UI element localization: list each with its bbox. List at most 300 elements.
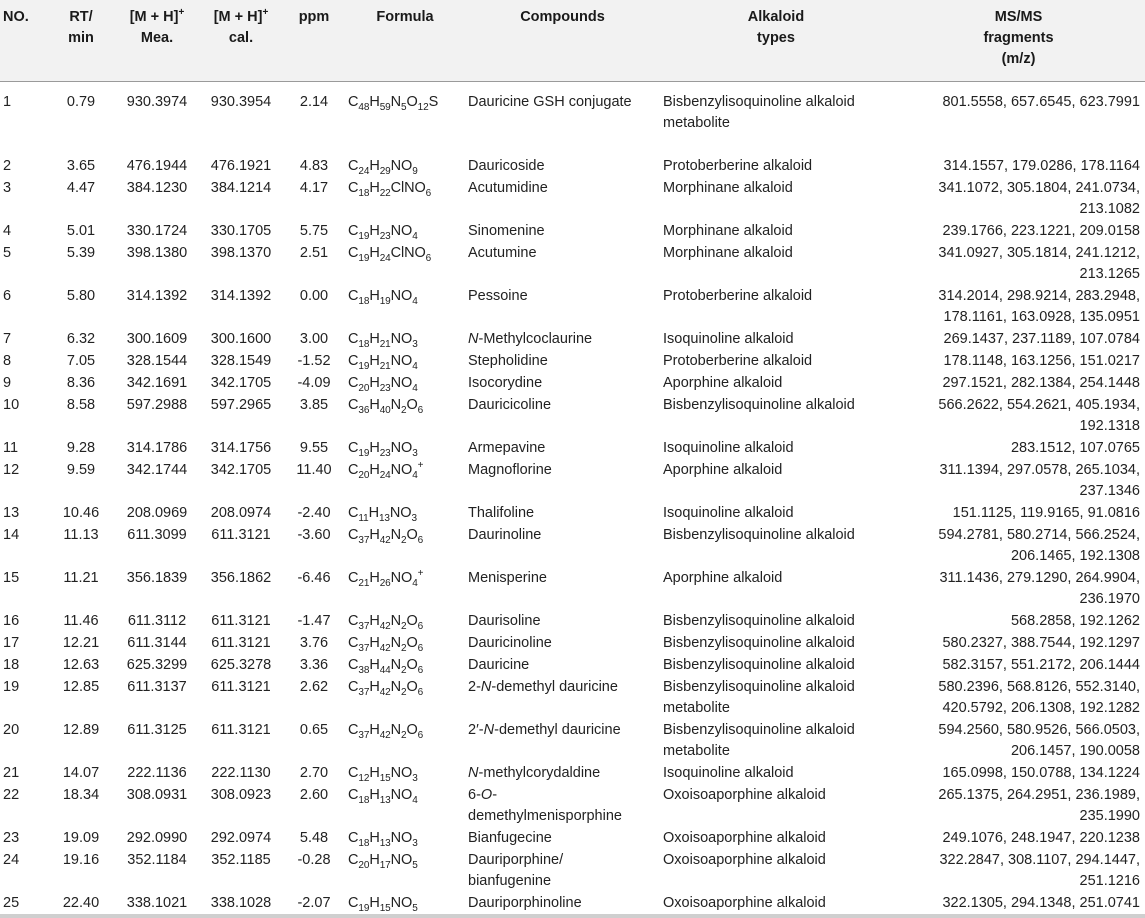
fragment-line: 237.1346 (1079, 482, 1140, 499)
row-msms-fragments (892, 828, 1145, 850)
compound-part: N (480, 678, 492, 695)
formula-part: 18 (358, 295, 370, 307)
formula-part: C (348, 612, 359, 629)
row-formula (345, 395, 465, 438)
row-alkaloid-type: Aporphine alkaloid (663, 374, 783, 391)
row-compound (465, 785, 660, 828)
row-compound (465, 893, 660, 916)
row-mz-measured: 611.3137 (127, 678, 187, 695)
formula-part: H (369, 786, 380, 803)
row-msms-fragments (892, 655, 1145, 677)
fragment-line: 314.2014, 298.9214, 283.2948, (938, 287, 1140, 304)
formula-part: O (406, 634, 418, 651)
formula-part: C (348, 374, 359, 391)
row-compound (465, 763, 660, 785)
formula-part: H (369, 721, 380, 738)
row-mz-calculated: 342.1705 (210, 461, 272, 478)
row-mz-measured: 611.3144 (127, 634, 187, 651)
formula-part: 18 (358, 338, 370, 350)
fragment-line: 322.1305, 294.1348, 251.0741 (942, 894, 1140, 911)
row-msms-fragments (892, 568, 1145, 611)
formula-part: 37 (358, 729, 370, 741)
table-row (0, 677, 1145, 720)
formula-part: 18 (358, 794, 370, 806)
row-compound (465, 286, 660, 329)
compound-part: Thalifoline (468, 504, 535, 521)
formula-part: N (390, 396, 401, 413)
formula-part: O (406, 526, 418, 543)
formula-part: H (369, 157, 380, 174)
compound-part: demethylmenisporphine (468, 807, 622, 824)
compound-part: Dauricoside (468, 157, 545, 174)
compound-part: Daurisoline (468, 612, 541, 629)
row-compound (465, 525, 660, 568)
formula-part: C (348, 721, 359, 738)
row-mz-measured: 314.1392 (126, 287, 188, 304)
compound-part: 2′- (468, 721, 484, 738)
row-ppm: 2.51 (299, 244, 329, 261)
formula-part: C (348, 764, 359, 781)
table-row (0, 568, 1145, 611)
row-msms-fragments (892, 611, 1145, 633)
fragment-line: 206.1465, 192.1308 (1010, 547, 1140, 564)
formula-part: 2 (401, 664, 407, 676)
row-rt: 12.63 (62, 656, 100, 673)
header-mz-measured: [M + H]+ Mea. (115, 0, 199, 82)
fragment-line: 341.0927, 305.1814, 241.1212, (938, 244, 1140, 261)
table-row (0, 329, 1145, 351)
row-no: 22 (3, 786, 20, 803)
row-rt: 4.47 (66, 179, 96, 196)
row-mz-measured: 930.3974 (126, 94, 188, 110)
formula-part: C (348, 829, 359, 846)
formula-part: 20 (358, 382, 370, 394)
row-mz-measured: 314.1786 (126, 439, 188, 456)
row-formula (345, 438, 465, 460)
formula-part: N (390, 656, 401, 673)
formula-part: H (369, 396, 380, 413)
fragment-line: 165.0998, 150.0788, 134.1224 (942, 764, 1140, 781)
compound-part: Dauriporphinoline (468, 894, 582, 911)
compound-part: - (492, 786, 498, 803)
row-ppm: 4.17 (299, 179, 329, 196)
row-no: 12 (3, 461, 20, 478)
row-compound (465, 460, 660, 503)
formula-part: 15 (379, 902, 391, 914)
table-row (0, 850, 1145, 893)
row-mz-measured: 222.1136 (127, 764, 187, 781)
row-ppm: -1.52 (297, 352, 331, 369)
formula-part: 37 (358, 642, 370, 654)
row-alkaloid-type: Bisbenzylisoquinoline alkaloid metabolite (663, 94, 855, 131)
formula-part: 38 (358, 664, 370, 676)
row-no: 16 (3, 612, 20, 629)
formula-part: 2 (401, 686, 407, 698)
fragment-line: 568.2858, 192.1262 (1010, 612, 1140, 629)
row-ppm: 11.40 (296, 461, 332, 478)
formula-part: 9 (412, 165, 418, 177)
formula-part: 36 (358, 404, 370, 416)
header-rt: RT/ min (47, 0, 115, 82)
row-alkaloid-type: Bisbenzylisoquinoline alkaloid metabolite (663, 678, 855, 716)
row-ppm: 2.70 (299, 764, 329, 781)
formula-part: 2 (401, 729, 407, 741)
formula-part: NO (390, 786, 413, 803)
compound-part: Armepavine (468, 439, 546, 456)
row-msms-fragments (892, 460, 1145, 503)
compound-part: Dauricine (468, 656, 530, 673)
formula-part: 19 (358, 252, 370, 264)
row-msms-fragments (892, 156, 1145, 178)
formula-part: NO (390, 461, 413, 478)
fragment-line: 283.1512, 107.0765 (1010, 439, 1140, 456)
row-compound (465, 611, 660, 633)
row-ppm: 2.14 (299, 94, 329, 110)
row-mz-calculated: 597.2965 (210, 396, 272, 413)
row-mz-calculated: 930.3954 (210, 94, 272, 110)
row-ppm: -4.09 (297, 374, 331, 391)
formula-part: H (369, 439, 380, 456)
formula-part: C (348, 504, 359, 521)
row-formula (345, 156, 465, 178)
row-formula (345, 503, 465, 525)
row-compound (465, 503, 660, 525)
row-alkaloid-type: Isoquinoline alkaloid (663, 439, 794, 456)
formula-part: C (348, 678, 359, 695)
formula-part: H (369, 179, 380, 196)
fragment-line: 580.2396, 568.8126, 552.3140, (938, 678, 1140, 695)
row-compound (465, 568, 660, 611)
row-mz-calculated: 384.1214 (210, 179, 272, 196)
formula-part: ClNO (390, 244, 426, 261)
row-no: 8 (3, 352, 12, 369)
row-mz-calculated: 328.1549 (210, 352, 272, 369)
row-alkaloid-type: Isoquinoline alkaloid (663, 764, 794, 781)
fragment-line: 206.1457, 190.0058 (1010, 742, 1140, 759)
formula-part: H (369, 612, 380, 629)
row-ppm: -2.07 (283, 893, 345, 916)
fragment-line: 213.1082 (1079, 200, 1140, 217)
row-alkaloid-type: Aporphine alkaloid (663, 569, 783, 586)
table-row (0, 611, 1145, 633)
row-no: 10 (3, 396, 20, 413)
row-rt: 0.79 (66, 94, 96, 110)
compound-part: 6- (468, 786, 481, 803)
table-header (0, 0, 1145, 82)
formula-part: 5 (412, 902, 418, 914)
fragment-line: 566.2622, 554.2621, 405.1934, (938, 396, 1140, 413)
fragment-line: 297.1521, 282.1384, 254.1448 (942, 374, 1140, 391)
row-mz-calculated: 611.3121 (211, 526, 271, 543)
row-no: 6 (3, 287, 12, 304)
formula-part: C (348, 157, 359, 174)
row-mz-measured: 330.1724 (126, 222, 188, 239)
table-row (0, 633, 1145, 655)
row-no: 14 (3, 526, 20, 543)
compound-part: Pessoine (468, 287, 528, 304)
row-mz-measured: 342.1691 (126, 374, 188, 391)
row-rt: 19.09 (62, 829, 100, 846)
row-formula (345, 850, 465, 893)
fragment-line: 251.1216 (1079, 872, 1140, 889)
row-mz-calculated: 476.1921 (210, 157, 272, 174)
formula-part: O (406, 678, 418, 695)
row-rt: 12.89 (62, 721, 100, 738)
table-row (0, 82, 1145, 156)
row-ppm: 2.62 (299, 678, 329, 695)
formula-part: 37 (358, 534, 370, 546)
row-rt: 3.65 (66, 157, 96, 174)
table-row (0, 286, 1145, 329)
row-rt: 19.16 (62, 851, 100, 868)
row-no: 15 (3, 569, 20, 586)
fragment-line: 322.2847, 308.1107, 294.1447, (939, 851, 1140, 868)
row-formula (345, 677, 465, 720)
row-ppm: 3.85 (299, 396, 329, 413)
fragment-line: 801.5558, 657.6545, 623.7991 (942, 94, 1140, 110)
formula-part: H (369, 829, 380, 846)
row-alkaloid-type: Isoquinoline alkaloid (663, 330, 794, 347)
formula-part: C (348, 352, 359, 369)
formula-part: 21 (358, 577, 370, 589)
fragment-line: 341.1072, 305.1804, 241.0734, (938, 179, 1140, 196)
row-formula (345, 720, 465, 763)
row-rt: 9.59 (66, 461, 96, 478)
row-mz-measured: 292.0990 (126, 829, 188, 846)
formula-part: C (348, 439, 359, 456)
row-ppm: 9.55 (299, 439, 329, 456)
fragment-line: 311.1436, 279.1290, 264.9904, (939, 569, 1140, 586)
row-mz-measured: 208.0969 (126, 504, 188, 521)
compound-part: Isocorydine (468, 374, 543, 391)
formula-part: O (406, 396, 418, 413)
row-alkaloid-type: Protoberberine alkaloid (663, 157, 813, 174)
formula-part: NO (390, 222, 413, 239)
row-formula (345, 351, 465, 373)
compound-part: Menisperine (468, 569, 547, 586)
table-row (0, 720, 1145, 763)
row-formula (345, 286, 465, 329)
header-msms-fragments: MS/MS fragments (m/z) (892, 0, 1145, 82)
row-msms-fragments (892, 893, 1145, 916)
row-compound (465, 351, 660, 373)
fragment-line: 178.1148, 163.1256, 151.0217 (943, 352, 1140, 369)
compound-part: O (480, 786, 493, 803)
row-mz-measured: 611.3112 (127, 612, 187, 629)
row-mz-measured: 356.1839 (126, 569, 188, 586)
row-mz-measured: 625.3299 (126, 656, 188, 673)
formula-part: 3 (412, 837, 418, 849)
formula-part: C (348, 287, 359, 304)
formula-part: 22 (379, 187, 391, 199)
formula-part: 6 (417, 729, 424, 741)
formula-part: 17 (379, 859, 391, 871)
fragment-line: 178.1161, 163.0928, 135.0951 (943, 308, 1140, 325)
row-mz-calculated: 300.1600 (210, 330, 272, 347)
compound-part: -Methylcoclaurine (478, 330, 593, 347)
row-mz-measured: 328.1544 (126, 352, 188, 369)
row-alkaloid-type: Oxoisoaporphine alkaloid (663, 851, 826, 868)
formula-part: H (369, 526, 380, 543)
row-mz-calculated: 308.0923 (210, 786, 272, 803)
row-rt: 9.28 (66, 439, 96, 456)
formula-part: 6 (417, 642, 424, 654)
row-mz-measured: 308.0931 (126, 786, 188, 803)
fragment-line: 239.1766, 223.1221, 209.0158 (942, 222, 1140, 239)
row-msms-fragments (892, 221, 1145, 243)
row-no: 2 (3, 157, 12, 174)
row-msms-fragments (892, 720, 1145, 763)
formula-part: NO (390, 851, 413, 868)
formula-part: C (348, 179, 359, 196)
formula-part: 13 (378, 512, 390, 524)
row-compound (465, 156, 660, 178)
formula-part: 2 (401, 404, 407, 416)
row-formula (345, 221, 465, 243)
compound-part: N (468, 330, 479, 347)
formula-part: H (369, 287, 380, 304)
row-rt: 8.58 (66, 396, 96, 413)
formula-part: 42 (379, 686, 391, 698)
table-row (0, 395, 1145, 438)
row-msms-fragments (892, 438, 1145, 460)
formula-part: 12 (358, 772, 370, 784)
row-msms-fragments (892, 351, 1145, 373)
row-alkaloid-type: Aporphine alkaloid (663, 461, 783, 478)
formula-part: 4 (412, 360, 418, 372)
row-alkaloid-type: Bisbenzylisoquinoline alkaloid (663, 634, 855, 651)
table-row (0, 460, 1145, 503)
row-mz-calculated: 611.3121 (211, 678, 271, 695)
row-formula (345, 329, 465, 351)
row-formula (345, 460, 465, 503)
header-formula: Formula (345, 0, 465, 82)
row-no: 13 (3, 504, 20, 521)
row-mz-measured: 384.1230 (126, 179, 188, 196)
row-formula (345, 243, 465, 286)
table-row (0, 763, 1145, 785)
row-mz-measured: 342.1744 (126, 461, 188, 478)
row-compound (465, 221, 660, 243)
row-mz-calculated: 208.0974 (210, 504, 272, 521)
formula-part: H (369, 222, 380, 239)
row-alkaloid-type: Morphinane alkaloid (663, 179, 793, 196)
compound-part: N (483, 721, 495, 738)
row-alkaloid-type: Oxoisoaporphine alkaloid (660, 893, 892, 916)
fragment-line: 265.1375, 264.2951, 236.1989, (938, 786, 1140, 803)
formula-part: O (406, 656, 418, 673)
formula-part: 18 (358, 837, 370, 849)
row-mz-measured: 597.2988 (126, 396, 188, 413)
formula-part: 2 (401, 620, 407, 632)
formula-part: 5 (412, 859, 418, 871)
row-rt: 11.13 (63, 526, 99, 543)
formula-part: 3 (412, 338, 418, 350)
row-no: 9 (3, 374, 12, 391)
row-rt: 12.21 (62, 634, 100, 651)
formula-part: N (390, 526, 401, 543)
formula-part: 20 (358, 859, 370, 871)
formula-part: C (348, 396, 359, 413)
row-msms-fragments (892, 178, 1145, 221)
formula-part: H (369, 330, 380, 347)
formula-part: 11 (358, 512, 369, 524)
fragment-line: 580.2327, 388.7544, 192.1297 (942, 634, 1140, 651)
row-alkaloid-type: Bisbenzylisoquinoline alkaloid (663, 396, 855, 413)
row-mz-measured: 352.1184 (127, 851, 187, 868)
row-no: 23 (3, 829, 20, 846)
row-compound (465, 677, 660, 720)
table-body (0, 82, 1145, 916)
row-msms-fragments (892, 395, 1145, 438)
row-formula (345, 785, 465, 828)
formula-part: H (369, 678, 380, 695)
row-no: 18 (3, 656, 20, 673)
formula-part: H (369, 352, 380, 369)
formula-part: NO (390, 439, 413, 456)
compound-part: 2- (468, 678, 481, 695)
table-row (0, 243, 1145, 286)
compound-part: N (468, 764, 479, 781)
row-alkaloid-type: Bisbenzylisoquinoline alkaloid metabolite (663, 721, 855, 759)
formula-part: 3 (411, 512, 417, 524)
row-ppm: -3.60 (297, 526, 331, 543)
formula-part: 18 (358, 187, 370, 199)
table-row (0, 503, 1145, 525)
formula-part: 59 (379, 101, 391, 113)
row-msms-fragments (892, 763, 1145, 785)
row-formula (345, 655, 465, 677)
compound-part: Sinomenine (468, 222, 545, 239)
row-no: 19 (3, 678, 20, 695)
formula-part: + (417, 459, 424, 471)
formula-part: H (369, 634, 380, 651)
header-compounds: Compounds (465, 0, 660, 82)
formula-part: 6 (417, 534, 424, 546)
formula-part: 24 (379, 252, 391, 264)
formula-part: C (348, 656, 359, 673)
row-mz-calculated: 330.1705 (210, 222, 272, 239)
formula-part: 6 (417, 686, 424, 698)
formula-part: 40 (379, 404, 391, 416)
formula-part: C (348, 244, 359, 261)
header-mz-calculated: [M + H]+ cal. (199, 0, 283, 82)
row-rt: 14.07 (62, 764, 100, 781)
formula-part: NO (390, 374, 413, 391)
row-rt: 5.39 (66, 244, 96, 261)
formula-part: 19 (379, 295, 391, 307)
formula-part: 24 (379, 469, 391, 481)
row-rt: 11.46 (63, 612, 99, 629)
row-mz-measured: 300.1609 (126, 330, 188, 347)
row-rt: 8.36 (66, 374, 96, 391)
row-formula (345, 373, 465, 395)
row-rt: 7.05 (66, 352, 96, 369)
row-no: 20 (3, 721, 20, 738)
formula-part: NO (390, 157, 413, 174)
row-no: 4 (3, 222, 12, 239)
formula-part: 42 (379, 642, 391, 654)
row-mz-calculated: 356.1862 (210, 569, 272, 586)
formula-part: + (417, 567, 424, 579)
formula-part: O (406, 94, 418, 110)
row-ppm: -0.28 (297, 851, 331, 868)
formula-part: 37 (358, 686, 370, 698)
fragment-line: 594.2781, 580.2714, 566.2524, (938, 526, 1140, 543)
formula-part: H (369, 94, 380, 110)
row-mz-calculated: 342.1705 (210, 374, 272, 391)
formula-part: 19 (358, 230, 370, 242)
